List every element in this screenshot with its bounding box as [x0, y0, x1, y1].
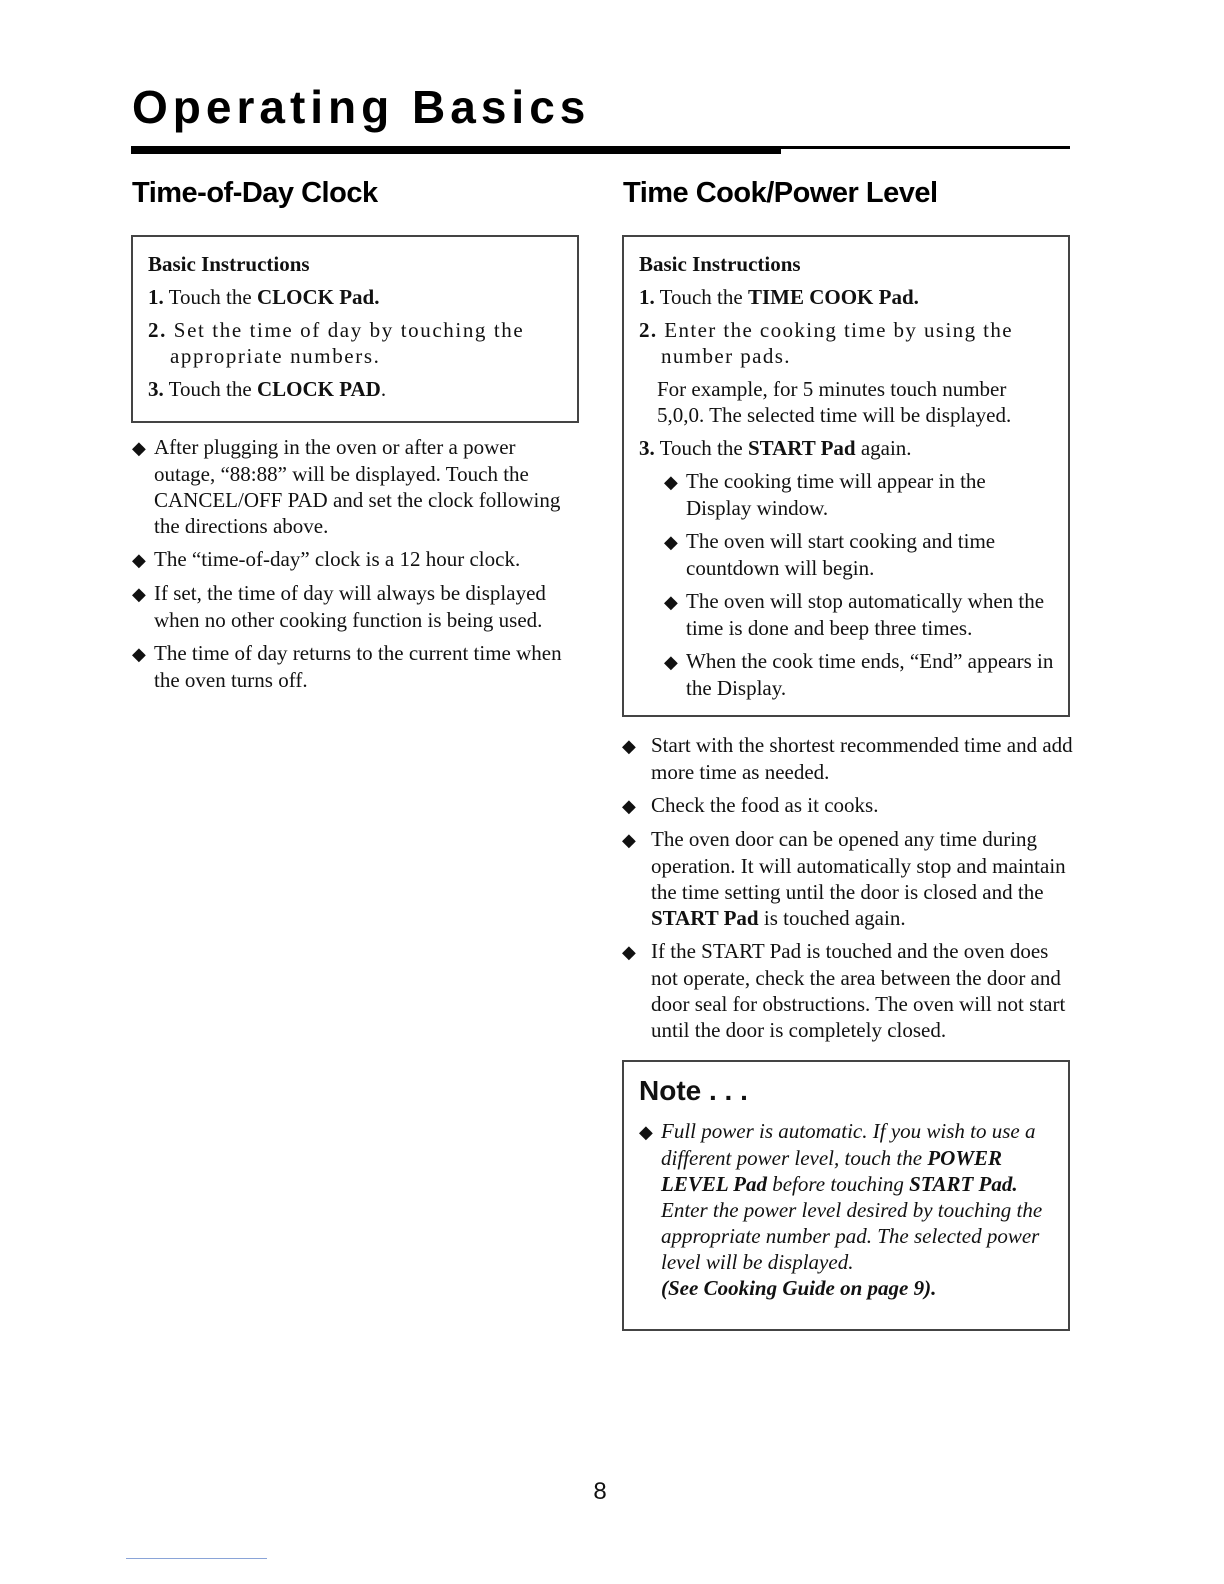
note-title: Note . . . [639, 1075, 748, 1106]
diamond-bullet-icon: ◆ [639, 1122, 653, 1142]
title-rule [131, 146, 781, 154]
diamond-bullet-icon: ◆ [132, 438, 146, 458]
list-item: ◆ The oven will start cooking and time countdown will begin. [664, 529, 996, 580]
page-reference: (See Cooking Guide on page 9). [661, 1276, 937, 1300]
diamond-bullet-icon: ◆ [622, 796, 636, 816]
list-item: ◆ When the cook time ends, “End” appears in the Display. [664, 649, 1054, 700]
diamond-bullet-icon: ◆ [622, 830, 636, 850]
clock-notes-list [132, 434, 570, 700]
box-heading: Basic Instructions [639, 252, 801, 276]
example-text: For example, for 5 minutes touch number 5,0,0. The selected time will be displayed. [657, 377, 1012, 427]
instruction-step: 2. Set the time of day by touching the appropriate numbers. [148, 318, 525, 368]
box-heading: Basic Instructions [148, 252, 310, 276]
page-number: 8 [593, 1478, 607, 1505]
list-item: ◆ Check the food as it cooks. [622, 793, 879, 817]
title-rule-thin [781, 146, 1070, 149]
list-item: ◆ The “time-of-day” clock is a 12 hour clock. [132, 547, 521, 571]
instruction-step: 1. Touch the TIME COOK Pad. [639, 285, 919, 309]
time-cook-instructions-box [622, 235, 1070, 717]
diamond-bullet-icon: ◆ [664, 532, 678, 552]
clock-instructions-box [131, 235, 579, 423]
list-item: ◆ The time of day returns to the current time when the oven turns off. [132, 641, 562, 692]
list-item: ◆ After plugging in the oven or after a power outage, “88:88” will be displayed. Touch the CANCEL/OFF PAD and set the clock following the directions above. [132, 435, 561, 538]
note-text: ◆ Full power is automatic. If you wish to use a different power level, touch the POWER LEVEL Pad before touching START Pad. Enter the power level desired by touching the appropriate number pad. The selected power level will be displayed. (See Cooking Guide on page 9). [639, 1119, 1043, 1300]
list-item: ◆ The oven will stop automatically when the time is done and beep three times. [664, 589, 1045, 640]
diamond-bullet-icon: ◆ [132, 550, 146, 570]
list-item: ◆ If the START Pad is touched and the oven does not operate, check the area between the door and door seal for obstructions. The oven will not start until the door is completely closed. [622, 939, 1066, 1042]
note-box [622, 1060, 1070, 1331]
instruction-step: 1. Touch the CLOCK Pad. [148, 285, 380, 309]
instruction-step: 3. Touch the CLOCK PAD. [148, 377, 387, 401]
instruction-step: 3. Touch the START Pad again. [639, 436, 912, 460]
diamond-bullet-icon: ◆ [132, 584, 146, 604]
list-item: ◆ The cooking time will appear in the Display window. [664, 469, 986, 520]
time-cook-section-heading: Time Cook/Power Level [623, 177, 938, 209]
diamond-bullet-icon: ◆ [664, 652, 678, 672]
list-item: ◆ The oven door can be opened any time during operation. It will automatically stop and maintain the time setting until the door is closed and the START Pad is touched again. [622, 827, 1066, 930]
diamond-bullet-icon: ◆ [664, 472, 678, 492]
diamond-bullet-icon: ◆ [622, 736, 636, 756]
list-item: ◆ Start with the shortest recommended time and add more time as needed. [622, 733, 1073, 784]
list-item: ◆ If set, the time of day will always be displayed when no other cooking function is being used. [132, 581, 546, 632]
diamond-bullet-icon: ◆ [622, 942, 636, 962]
diamond-bullet-icon: ◆ [664, 592, 678, 612]
footer-line [126, 1558, 267, 1559]
clock-section-heading: Time-of-Day Clock [132, 177, 378, 209]
diamond-bullet-icon: ◆ [132, 644, 146, 664]
instruction-step: 2. Enter the cooking time by using the number pads. [639, 318, 1013, 368]
time-cook-notes-list [622, 732, 1074, 1050]
page-title: Operating Basics [132, 81, 591, 133]
